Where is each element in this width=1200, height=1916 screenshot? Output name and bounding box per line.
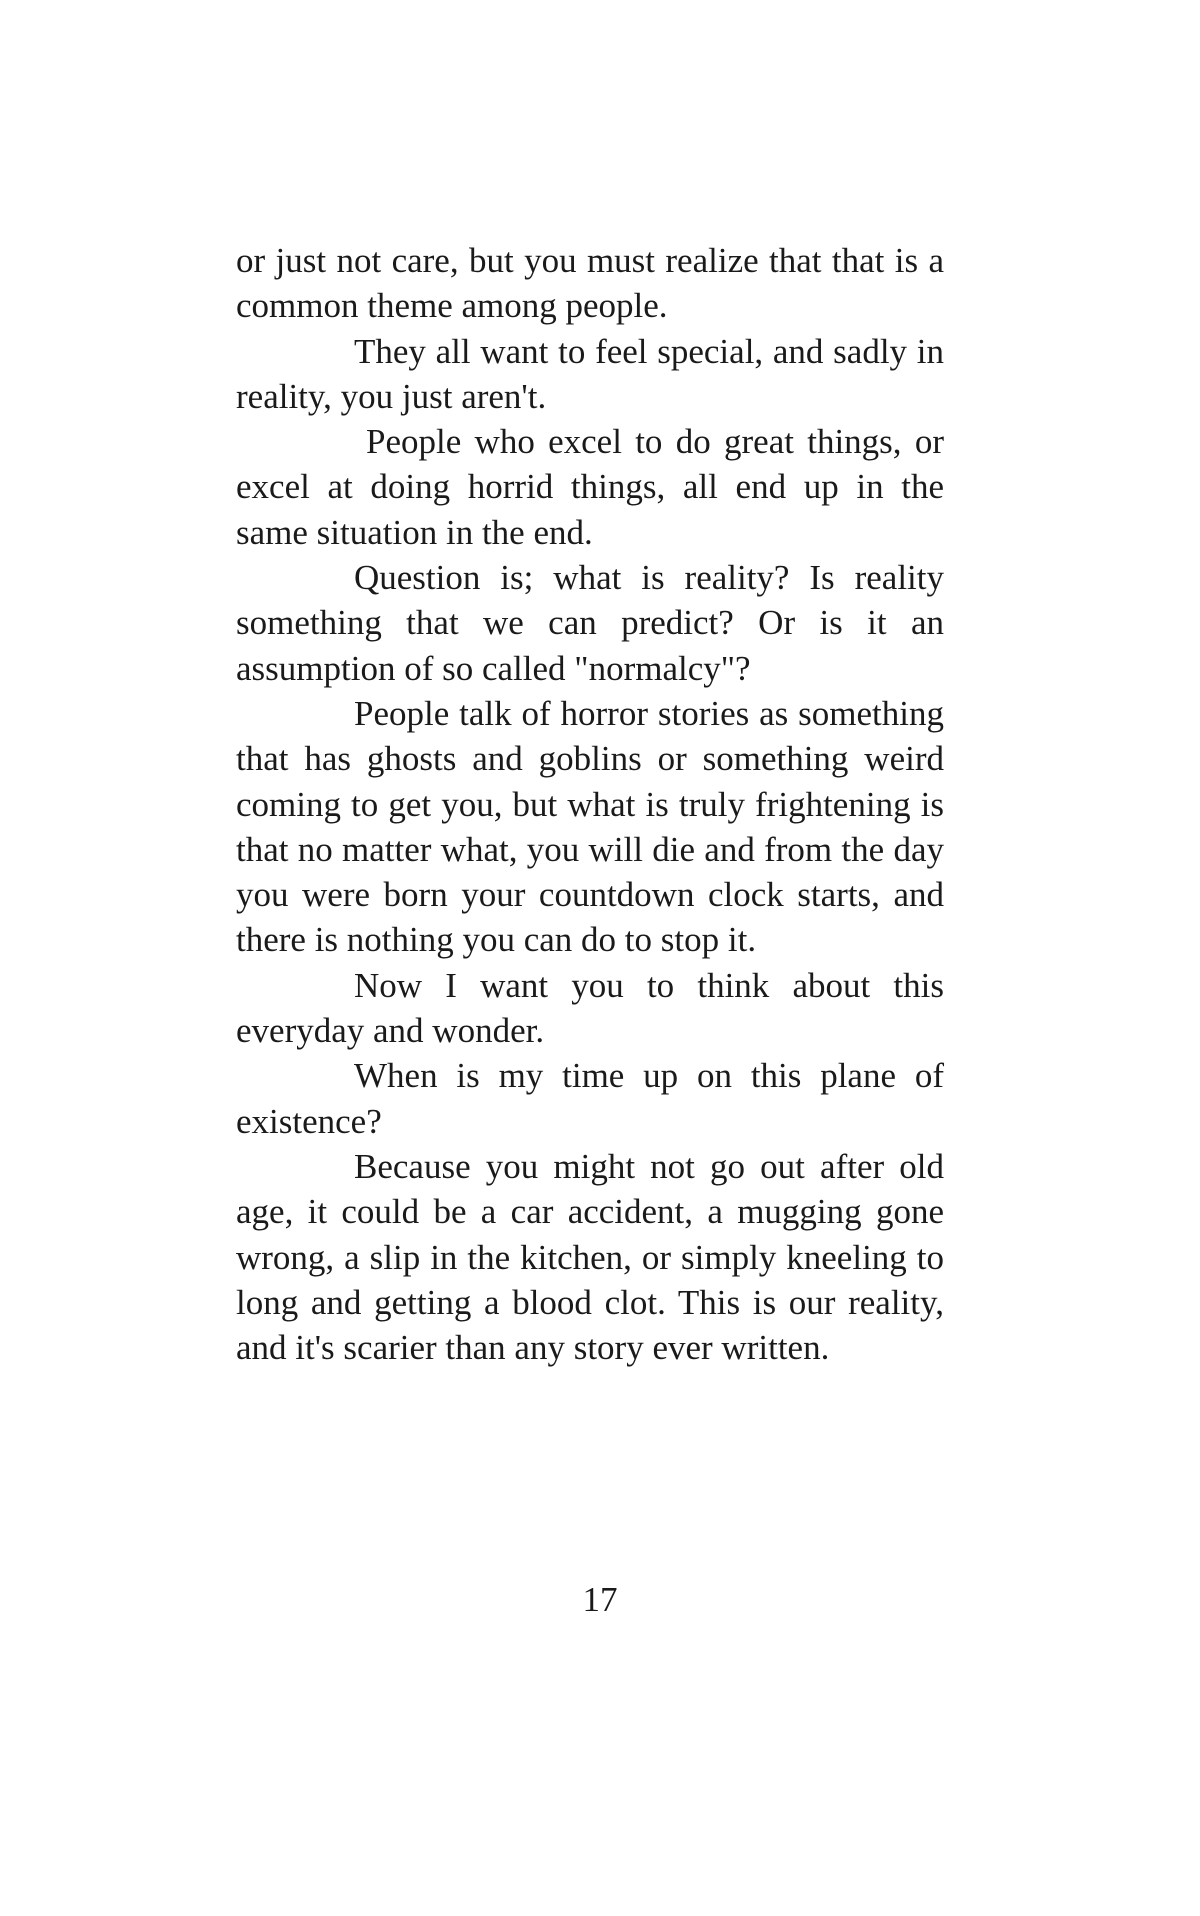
paragraph: When is my time up on this plane of existence? (236, 1056, 944, 1141)
paragraph: Now I want you to think about this everyday and wonder. (236, 965, 944, 1051)
page-number: 17 (582, 1580, 618, 1619)
paragraph: Because you might not go out after old age, it could be a car accident, a mugging gone wrong, a slip in the kitchen, or simply kneeling to long and getting a blood clot. This is our reality, and it's scarier than any story ever written. (236, 1146, 944, 1368)
paragraph: People who excel to do great things, or excel at doing horrid things, all end up in the same situation in the end. (236, 422, 944, 552)
paragraph-continuation: or just not care, but you must realize that that is a common theme among people. (236, 241, 944, 326)
paragraph: They all want to feel special, and sadly in reality, you just aren't. (236, 331, 944, 416)
paragraph: People talk of horror stories as something that has ghosts and goblins or something weird coming to get you, but what is truly frightening is that no matter what, you will die and from the day you were born your countdown clock starts, and there is nothing you can do to stop it. (236, 693, 944, 960)
paragraph: Question is; what is reality? Is reality something that we can predict? Or is it an assumption of so called "normalcy"? (236, 558, 944, 688)
body-text (236, 238, 944, 1370)
